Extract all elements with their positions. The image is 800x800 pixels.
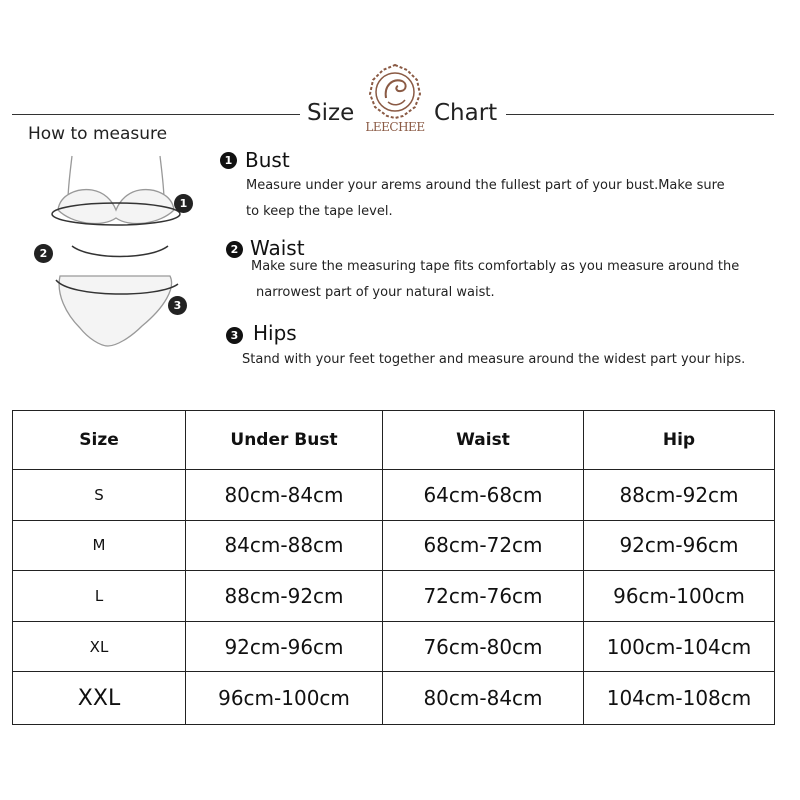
waist-cell: 72cm-76cm	[383, 571, 584, 622]
waist-number-badge: 2	[226, 241, 243, 258]
brand-logo	[360, 62, 430, 146]
figure-badge-waist: 2	[34, 244, 53, 263]
bust-description-line-1: Measure under your arems around the fullest part of your bust.Make sure	[246, 178, 725, 193]
under-bust-cell: 80cm-84cm	[186, 470, 383, 521]
hips-description	[242, 347, 745, 373]
hips-title: Hips	[253, 321, 297, 345]
figure-badge-bust: 1	[174, 194, 193, 213]
size-cell: S	[13, 470, 186, 521]
brand-logo-emblem-icon	[360, 62, 430, 122]
waist-cell: 64cm-68cm	[383, 470, 584, 521]
how-to-measure-label: How to measure	[28, 124, 168, 144]
bust-number-badge: 1	[220, 152, 237, 169]
waist-description	[251, 254, 739, 306]
under-bust-cell: 88cm-92cm	[186, 571, 383, 622]
size-cell: XXL	[13, 672, 186, 725]
hip-cell: 88cm-92cm	[584, 470, 775, 521]
measurement-figure	[30, 148, 210, 363]
waist-title: Waist	[250, 236, 305, 260]
hip-cell: 92cm-96cm	[584, 520, 775, 571]
header-under-bust: Under Bust	[186, 411, 383, 470]
header-hip: Hip	[584, 411, 775, 470]
waist-cell: 76cm-80cm	[383, 621, 584, 672]
bust-description	[246, 173, 725, 225]
table-header-row	[13, 411, 775, 470]
table-row	[13, 470, 775, 521]
hips-number-badge: 3	[226, 327, 243, 344]
figure-badge-hips: 3	[168, 296, 187, 315]
hip-cell: 104cm-108cm	[584, 672, 775, 725]
bust-description-line-2: to keep the tape level.	[246, 204, 393, 219]
table-row	[13, 672, 775, 725]
table-row	[13, 621, 775, 672]
waist-cell: 68cm-72cm	[383, 520, 584, 571]
brand-logo-text: LEECHEE	[365, 120, 425, 134]
table-row	[13, 571, 775, 622]
header-size: Size	[13, 411, 186, 470]
size-cell: XL	[13, 621, 186, 672]
lingerie-illustration-icon	[30, 148, 210, 363]
waist-description-line-2: narrowest part of your natural waist.	[256, 285, 495, 300]
header-waist: Waist	[383, 411, 584, 470]
hip-cell: 100cm-104cm	[584, 621, 775, 672]
waist-cell: 80cm-84cm	[383, 672, 584, 725]
header-rule-right	[506, 114, 774, 115]
size-table	[12, 410, 775, 725]
header-rule-left	[12, 114, 300, 115]
size-cell: L	[13, 571, 186, 622]
hip-cell: 96cm-100cm	[584, 571, 775, 622]
size-cell: M	[13, 520, 186, 571]
under-bust-cell: 96cm-100cm	[186, 672, 383, 725]
hips-description-line-1: Stand with your feet together and measure around the widest part your hips.	[242, 352, 746, 367]
under-bust-cell: 92cm-96cm	[186, 621, 383, 672]
under-bust-cell: 84cm-88cm	[186, 520, 383, 571]
waist-description-line-1: Make sure the measuring tape fits comfortably as you measure around the	[251, 259, 740, 274]
header-word-size: Size	[307, 100, 355, 126]
header-word-chart: Chart	[434, 100, 498, 126]
table-row	[13, 520, 775, 571]
bust-title: Bust	[245, 148, 290, 172]
